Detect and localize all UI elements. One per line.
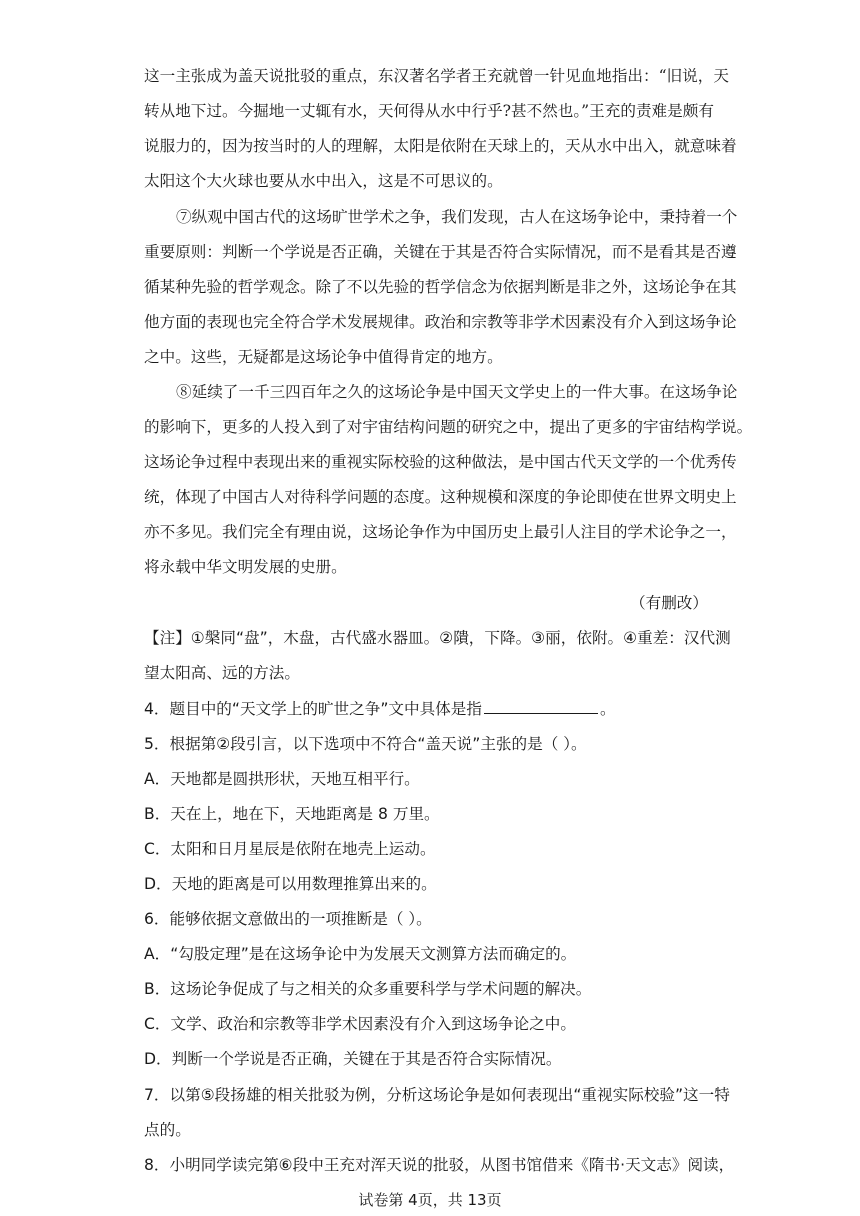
option-d[interactable]: D．判断一个学说是否正确，关键在于其是否符合实际情况。 <box>144 1050 562 1068</box>
question-7-cont: 点的。 <box>144 1121 191 1139</box>
option-c[interactable]: C．文学、政治和宗教等非学术因素没有介入到这场争论之中。 <box>144 1015 576 1033</box>
option-b[interactable]: B．这场论争促成了与之相关的众多重要科学与学术问题的解决。 <box>144 980 592 998</box>
question-4 <box>144 699 616 719</box>
option-a[interactable]: A．“勾股定理”是在这场争论中为发展天文测算方法而确定的。 <box>144 945 577 963</box>
question-7: 7．以第⑤段扬雄的相关批驳为例，分析这场论争是如何表现出“重视实际校验”这一特 <box>144 1086 730 1104</box>
question-6-stem: 6．能够依据文意做出的一项推断是（ ）。 <box>144 910 432 928</box>
passage-line: 他方面的表现也完全符合学术发展规律。政治和宗教等非学术因素没有介入到这场争论 <box>144 313 737 331</box>
passage-line: 循某种先验的哲学观念。除了不以先验的哲学信念为依据判断是非之外，这场论争在其 <box>144 278 737 296</box>
option-d[interactable]: D．天地的距离是可以用数理推算出来的。 <box>144 875 437 893</box>
passage-line: 将永载中华文明发展的史册。 <box>144 558 347 576</box>
option-a[interactable]: A．天地都是圆拱形状，天地互相平行。 <box>144 770 420 788</box>
annotation-line: 【注】①槃同“盘”，木盘，古代盛水器皿。②隤，下降。③丽，依附。④重差：汉代测 <box>144 629 731 647</box>
question-5-stem: 5．根据第②段引言，以下选项中不符合“盖天说”主张的是（ ）。 <box>144 735 587 753</box>
question-8: 8．小明同学读完第⑥段中王充对浑天说的批驳，从图书馆借来《隋书·天文志》阅读， <box>144 1156 735 1174</box>
passage-line: ⑧延续了一千三四百年之久的这场论争是中国天文学史上的一件大事。在这场争论 <box>176 383 738 401</box>
passage-line: 的影响下，更多的人投入到了对宇宙结构问题的研究之中，提出了更多的宇宙结构学说。 <box>144 418 753 436</box>
passage-line: 之中。这些，无疑都是这场论争中值得肯定的地方。 <box>144 348 503 366</box>
passage-line: 转从地下过。今掘地一丈辄有水，天何得从水中行乎?甚不然也。”王充的责难是颇有 <box>144 102 714 120</box>
question-4-suffix: 。 <box>599 700 616 718</box>
passage-line: 这场论争过程中表现出来的重视实际校验的这种做法，是中国古代天文学的一个优秀传 <box>144 453 737 471</box>
annotation-line: 望太阳高、远的方法。 <box>144 664 300 682</box>
page-footer: 试卷第 4页，共 13页 <box>358 1191 502 1209</box>
passage-line: 太阳这个大火球也要从水中出入，这是不可思议的。 <box>144 172 503 190</box>
passage-line: 这一主张成为盖天说批驳的重点，东汉著名学者王充就曾一针见血地指出：“旧说，天 <box>144 67 729 85</box>
option-b[interactable]: B．天在上，地在下，天地距离是 8 万里。 <box>144 805 440 823</box>
passage-line: 重要原则：判断一个学说是否正确，关键在于其是否符合实际情况，而不是看其是否遵 <box>144 243 737 261</box>
passage-line: 说服力的，因为按当时的人的理解，太阳是依附在天球上的，天从水中出入，就意味着 <box>144 137 737 155</box>
passage-line: ⑦纵观中国古代的这场旷世学术之争，我们发现，古人在这场争论中，秉持着一个 <box>176 208 738 226</box>
option-c[interactable]: C．太阳和日月星辰是依附在地壳上运动。 <box>144 840 436 858</box>
edited-note: （有删改） <box>630 594 708 612</box>
passage-line: 统，体现了中国古人对待科学问题的态度。这种规模和深度的争论即使在世界文明史上 <box>144 488 737 506</box>
question-4-text: 4．题目中的“天文学上的旷世之争”文中具体是指 <box>144 700 482 718</box>
passage-line: 亦不多见。我们完全有理由说，这场论争作为中国历史上最引人注目的学术论争之一， <box>144 523 737 541</box>
answer-blank[interactable] <box>484 699 598 714</box>
